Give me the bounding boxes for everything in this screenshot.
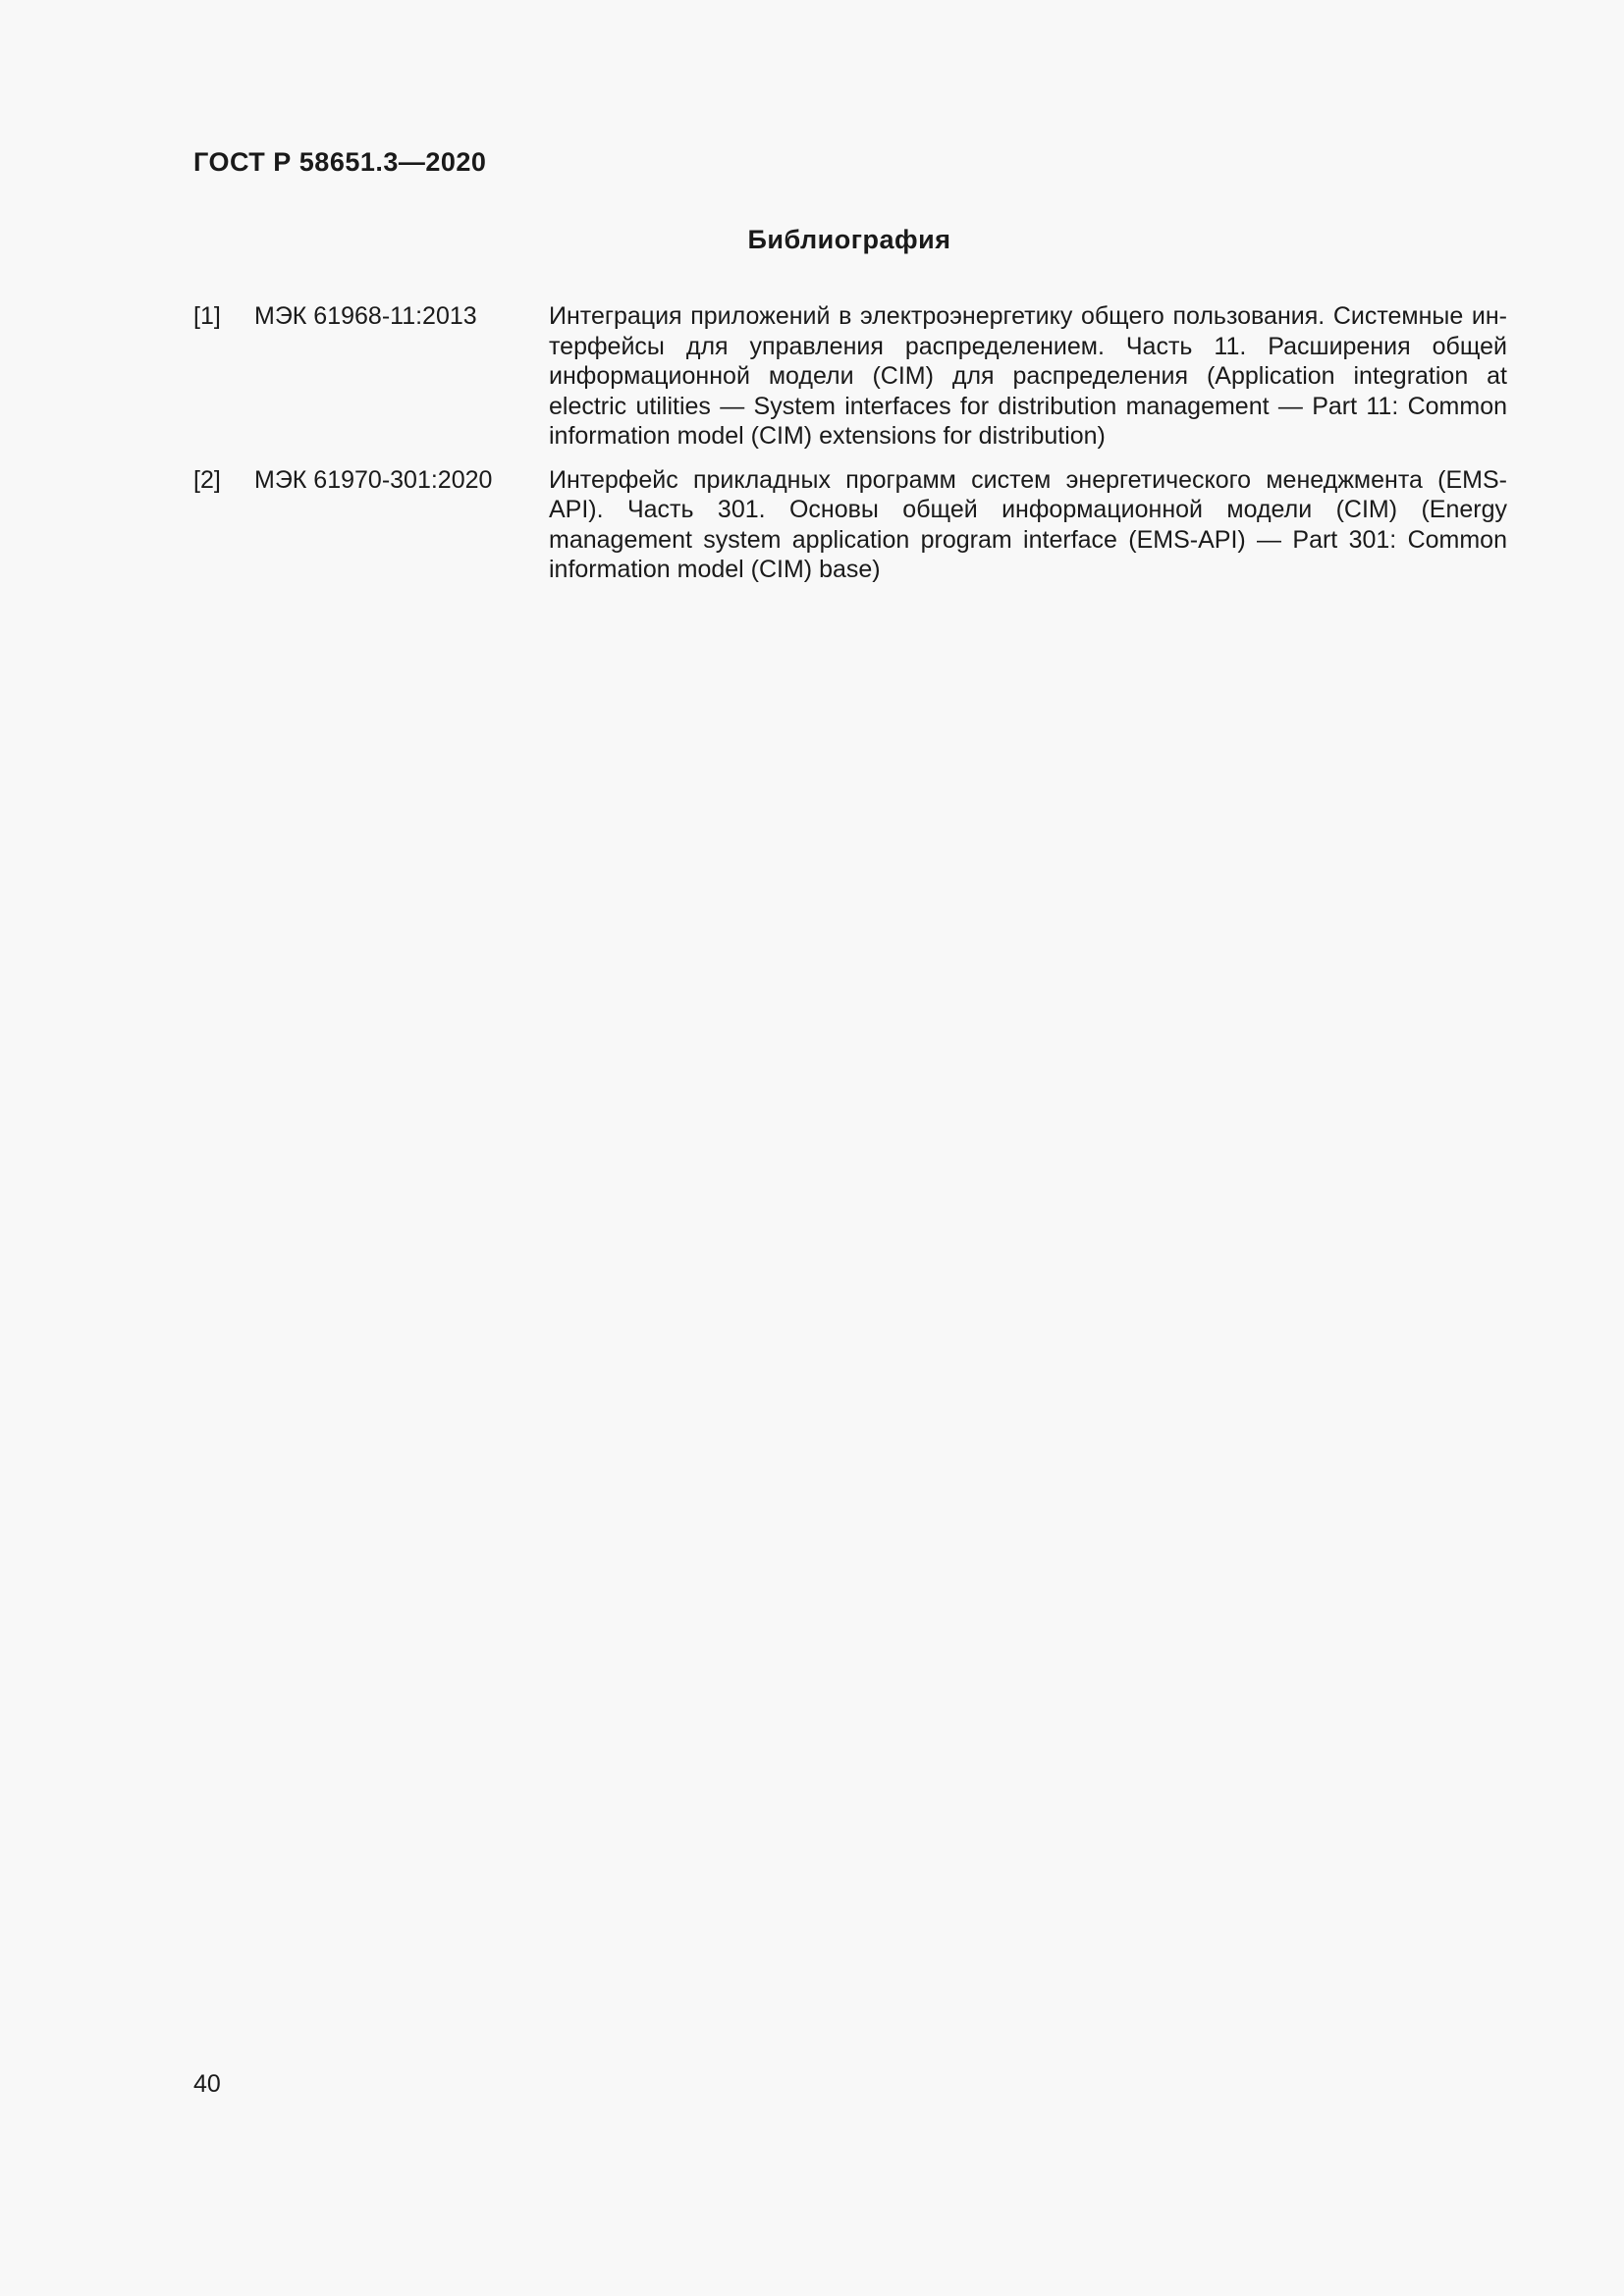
section-title: Библиография: [747, 225, 951, 254]
bibliography-list: [193, 301, 1507, 599]
document-code-header: ГОСТ Р 58651.3—2020: [193, 147, 487, 177]
bibliography-entry-standard: МЭК 61970-301:2020: [254, 465, 493, 494]
bibliography-entry: [193, 465, 1507, 585]
bibliography-entry: [193, 301, 1507, 452]
bibliography-entry-number: [1]: [193, 302, 221, 330]
page-number: 40: [193, 2070, 221, 2098]
bibliography-entry-standard: МЭК 61968-11:2013: [254, 302, 477, 330]
bibliography-entry-text: Интеграция приложений в электроэнергетику общего пользования. Системные интерфейсы для управления распределением. Часть 11. Расширения общей информационной модели (CIM) для распределения (Application integration at electric utilities — System interfaces for distribution management — Part 11: Common information model (CIM) extensions for distribution): [549, 302, 1507, 450]
bibliography-entry-text: Интерфейс прикладных программ систем энергетического менеджмента (EMS-API). Часть 301. Основы общей информационной модели (CIM) (Energy management system application program interface (EMS-API) — Part 301: Common information model (CIM) base): [549, 465, 1507, 583]
bibliography-entry-number: [2]: [193, 465, 221, 494]
